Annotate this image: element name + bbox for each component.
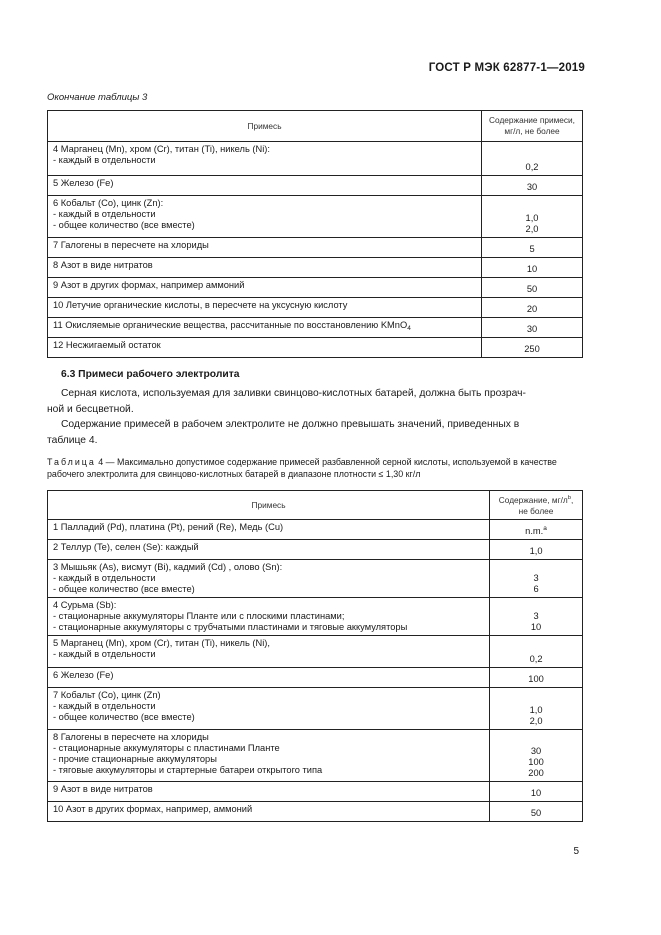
limit-value: 250 [524, 344, 540, 354]
table3-header-row [48, 111, 583, 142]
limit-cell [482, 176, 583, 196]
impurity-sub-item: - общее количество (все вместе) [53, 220, 195, 230]
impurity-cell [48, 318, 482, 338]
impurity-cell [48, 278, 482, 298]
impurity-cell [48, 258, 482, 278]
limit-cell [490, 730, 583, 782]
impurity-cell [48, 238, 482, 258]
limit-value: 100 [528, 674, 544, 684]
impurity-sub-item: - каждый в отдельности [53, 573, 156, 583]
impurity-cell [48, 298, 482, 318]
table3-caption: Окончание таблицы 3 [47, 92, 148, 103]
table4-header-row [48, 491, 583, 520]
paragraph-1-line1: Серная кислота, используемая для заливки свинцово-кислотных батарей, должна быть прозрач- [61, 388, 526, 399]
table4-col2-header-line1 [495, 493, 577, 506]
impurity-sub-item: - прочие стационарные аккумуляторы [53, 754, 217, 764]
limit-cell [490, 802, 583, 822]
table4-col2-header-footnote: b [567, 495, 571, 502]
limit-cell [482, 278, 583, 298]
table-row [48, 238, 583, 258]
impurity-label: 9 Азот в других формах, например аммоний [53, 280, 245, 290]
limit-value: 100 [528, 757, 544, 767]
paragraph-1 [47, 386, 582, 418]
impurity-label: 12 Несжигаемый остаток [53, 340, 161, 350]
limit-cell [482, 238, 583, 258]
impurity-cell [48, 636, 490, 668]
impurity-label: 9 Азот в виде нитратов [53, 784, 153, 794]
paragraph-1-line2: ной и бесцветной. [47, 404, 134, 415]
limit-cell [482, 258, 583, 278]
limit-value: 30 [526, 324, 538, 334]
table-row [48, 688, 583, 730]
limit-cell [490, 540, 583, 560]
impurity-cell [48, 540, 490, 560]
impurity-cell [48, 668, 490, 688]
table-row [48, 782, 583, 802]
impurity-sub-item: - тяговые аккумуляторы и стартерные батареи открытого типа [53, 765, 323, 775]
limit-value: 5 [529, 244, 535, 254]
limit-cell [490, 782, 583, 802]
impurity-label: 7 Кобальт (Co), цинк (Zn) [53, 690, 161, 700]
table3 [47, 110, 583, 358]
impurity-cell [48, 688, 490, 730]
impurity-label: 4 Марганец (Mn), хром (Cr), титан (Ti), никель (Ni): [53, 144, 270, 154]
limit-value: 0,2 [529, 654, 543, 664]
table-row [48, 540, 583, 560]
impurity-label: 8 Галогены в пересчете на хлориды [53, 732, 209, 742]
impurity-cell [48, 338, 482, 358]
table4-col2-header-text: Содержание, мг/л [498, 494, 568, 505]
impurity-cell [48, 730, 490, 782]
impurity-label: 3 Мышьяк (As), висмут (Bi), кадмий (Cd) , олово (Sn): [53, 562, 283, 572]
table4-caption [47, 456, 582, 480]
limit-cell [482, 142, 583, 176]
impurity-cell [48, 598, 490, 636]
limit-cell [490, 688, 583, 730]
table-row [48, 338, 583, 358]
table-row [48, 196, 583, 238]
impurity-label: 1 Палладий (Pd), платина (Pt), рений (Re), Медь (Cu) [53, 522, 284, 532]
limit-value: 30 [530, 746, 542, 756]
limit-cell [490, 560, 583, 598]
impurity-label-subscript: 4 [407, 325, 411, 332]
table-row [48, 730, 583, 782]
paragraph-2 [47, 417, 582, 449]
table-row [48, 298, 583, 318]
impurity-cell [48, 176, 482, 196]
table-row [48, 520, 583, 540]
limit-cell [490, 598, 583, 636]
impurity-label: 8 Азот в виде нитратов [53, 260, 153, 270]
limit-value: 200 [528, 768, 544, 778]
limit-value: 20 [526, 304, 538, 314]
limit-value: 3 [533, 611, 539, 621]
impurity-label: 10 Азот в других формах, например, аммоний [53, 804, 253, 814]
impurity-sub-item: - каждый в отдельности [53, 649, 156, 659]
impurity-label: 7 Галогены в пересчете на хлориды [53, 240, 209, 250]
impurity-label: 6 Кобальт (Co), цинк (Zn): [53, 198, 164, 208]
limit-value: 1,0 [529, 705, 543, 715]
impurity-label: 6 Железо (Fe) [53, 670, 114, 680]
paragraph-2-line1: Содержание примесей в рабочем электролите не должно превышать значений, приведенных в [61, 419, 520, 430]
table4-caption-label: Таблица [47, 457, 96, 467]
table3-col2-header-line2: мг/л, не более [504, 126, 560, 136]
table-row [48, 258, 583, 278]
table4-col2-header-line2: не более [518, 505, 554, 516]
limit-cell [482, 196, 583, 238]
impurity-label: 5 Железо (Fe) [53, 178, 114, 188]
page-number: 5 [573, 846, 579, 857]
impurity-sub-item: - стационарные аккумуляторы Планте или с плоскими пластинами; [53, 611, 345, 621]
limit-cell [490, 520, 583, 540]
impurity-label: 10 Летучие органические кислоты, в пересчете на уксусную кислоту [53, 300, 348, 310]
table-row [48, 176, 583, 196]
impurity-cell [48, 196, 482, 238]
limit-value: 10 [530, 788, 542, 798]
impurity-label: 4 Сурьма (Sb): [53, 600, 117, 610]
impurity-sub-item: - общее количество (все вместе) [53, 712, 195, 722]
limit-value: 30 [526, 182, 538, 192]
impurity-cell [48, 782, 490, 802]
impurity-sub-item: - стационарные аккумуляторы с трубчатыми пластинами и тяговые аккумуляторы [53, 622, 408, 632]
section-title: 6.3 Примеси рабочего электролита [61, 369, 240, 380]
table-row [48, 560, 583, 598]
impurity-cell [48, 560, 490, 598]
limit-cell [490, 668, 583, 688]
table-row [48, 278, 583, 298]
table4-col2-header [490, 491, 583, 520]
limit-value: 50 [530, 808, 542, 818]
limit-cell [482, 318, 583, 338]
table4-caption-text: 4 — Максимально допустимое содержание примесей разбавленной серной кислоты, используемой в качестве рабочего электролита для свинцово-кислотных батарей в диапазоне плотности ≤ 1,30 кг/л [47, 457, 557, 479]
limit-value: 1,0 [525, 213, 539, 223]
table3-col2-header [482, 111, 583, 142]
impurity-sub-item: - общее количество (все вместе) [53, 584, 195, 594]
table-row [48, 598, 583, 636]
impurity-sub-item: - каждый в отдельности [53, 209, 156, 219]
table-row [48, 668, 583, 688]
impurity-label: 11 Окисляемые органические вещества, рассчитанные по восстановлению KMnO [53, 320, 408, 330]
table3-col2-header-line1: Содержание примеси, [489, 115, 575, 125]
impurity-sub-item: - стационарные аккумуляторы с пластинами Планте [53, 743, 280, 753]
table3-col1-header: Примесь [48, 111, 482, 142]
limit-value: 3 [533, 573, 539, 583]
limit-value: 50 [526, 284, 538, 294]
impurity-sub-item: - каждый в отдельности [53, 701, 156, 711]
limit-value: 6 [533, 584, 539, 594]
limit-value-footnote: a [543, 524, 547, 532]
impurity-cell [48, 802, 490, 822]
impurity-cell [48, 142, 482, 176]
impurity-sub-item: - каждый в отдельности [53, 155, 156, 165]
limit-cell [490, 636, 583, 668]
table4-col1-header: Примесь [48, 491, 490, 520]
limit-value: 1,0 [529, 546, 543, 556]
table4 [47, 490, 583, 822]
impurity-label: 2 Теллур (Te), селен (Se): каждый [53, 542, 199, 552]
limit-value: 2,0 [525, 224, 539, 234]
limit-cell [482, 338, 583, 358]
table-row [48, 318, 583, 338]
table-row [48, 142, 583, 176]
limit-value: n.m. [525, 526, 544, 536]
limit-value: 0,2 [525, 162, 539, 172]
table-row [48, 636, 583, 668]
document-header: ГОСТ Р МЭК 62877-1—2019 [428, 62, 585, 74]
impurity-cell [48, 520, 490, 540]
limit-value: 2,0 [529, 716, 543, 726]
limit-cell [482, 298, 583, 318]
limit-value: 10 [530, 622, 542, 632]
limit-value: 10 [526, 264, 538, 274]
paragraph-2-line2: таблице 4. [47, 435, 98, 446]
table-row [48, 802, 583, 822]
table4-col2-header-comma: , [570, 494, 574, 505]
impurity-label: 5 Марганец (Mn), хром (Cr), титан (Ti), никель (Ni), [53, 638, 270, 648]
